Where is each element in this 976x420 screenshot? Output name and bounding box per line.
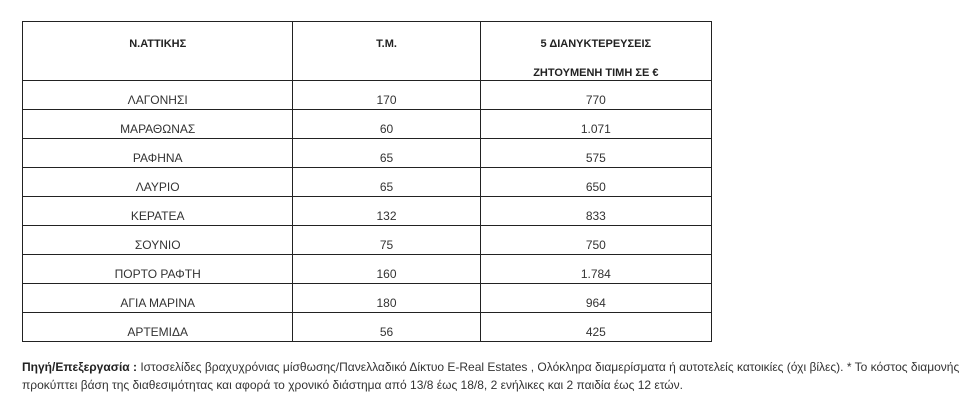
cell-price: 770 bbox=[480, 81, 711, 110]
header-sqm bbox=[293, 22, 480, 81]
cell-price: 425 bbox=[480, 313, 711, 342]
cell-area: ΛΑΓΟΝΗΣΙ bbox=[23, 81, 293, 110]
table-row bbox=[23, 255, 712, 284]
cell-sqm: 56 bbox=[293, 313, 480, 342]
cell-price: 575 bbox=[480, 139, 711, 168]
cell-price: 750 bbox=[480, 226, 711, 255]
cell-area: ΑΓΙΑ ΜΑΡΙΝΑ bbox=[23, 284, 293, 313]
table-row bbox=[23, 313, 712, 342]
cell-area: ΚΕΡΑΤΕΑ bbox=[23, 197, 293, 226]
header-price-line2: ΖΗΤΟΥΜΕΝΗ ΤΙΜΗ ΣΕ € bbox=[533, 67, 659, 79]
header-sqm-label: Τ.Μ. bbox=[376, 38, 397, 50]
header-area-label: Ν.ΑΤΤΙΚΗΣ bbox=[129, 38, 187, 50]
cell-sqm: 132 bbox=[293, 197, 480, 226]
table-row bbox=[23, 81, 712, 110]
cell-sqm: 60 bbox=[293, 110, 480, 139]
table-row bbox=[23, 284, 712, 313]
cell-sqm: 75 bbox=[293, 226, 480, 255]
cell-area: ΜΑΡΑΘΩΝΑΣ bbox=[23, 110, 293, 139]
footnote-text: Ιστοσελίδες βραχυχρόνιας μίσθωσης/Πανελλαδικό Δίκτυο E-Real Estates , Ολόκληρα διαμερίσματα ή αυτοτελείς κατοικίες (όχι βίλες). * Το κόστος διαμονής προκύπτει βάση της διαθεσιμότητας και αφορά το χρονικό διάστημα από 13/8 έως 18/8, 2 ενήλικες και 2 παιδία έως 12 ετών. bbox=[22, 360, 960, 392]
cell-price: 1.071 bbox=[480, 110, 711, 139]
header-price bbox=[480, 22, 711, 81]
cell-area: ΣΟΥΝΙΟ bbox=[23, 226, 293, 255]
cell-sqm: 160 bbox=[293, 255, 480, 284]
header-area bbox=[23, 22, 293, 81]
cell-price: 964 bbox=[480, 284, 711, 313]
table-body bbox=[23, 81, 712, 342]
cell-sqm: 65 bbox=[293, 139, 480, 168]
cell-sqm: 180 bbox=[293, 284, 480, 313]
footnote-label: Πηγή/Επεξεργασία : bbox=[22, 360, 137, 374]
cell-sqm: 170 bbox=[293, 81, 480, 110]
cell-sqm: 65 bbox=[293, 168, 480, 197]
table-row bbox=[23, 226, 712, 255]
cell-area: ΑΡΤΕΜΙΔΑ bbox=[23, 313, 293, 342]
table-row bbox=[23, 168, 712, 197]
cell-price: 650 bbox=[480, 168, 711, 197]
source-footnote bbox=[22, 358, 967, 394]
table-row bbox=[23, 197, 712, 226]
table-row bbox=[23, 110, 712, 139]
cell-area: ΡΑΦΗΝΑ bbox=[23, 139, 293, 168]
cell-price: 1.784 bbox=[480, 255, 711, 284]
header-price-line1: 5 ΔΙΑΝΥΚΤΕΡΕΥΣΕΙΣ bbox=[540, 38, 652, 50]
table-header-row bbox=[23, 22, 712, 81]
table-row bbox=[23, 139, 712, 168]
cell-price: 833 bbox=[480, 197, 711, 226]
rental-price-table bbox=[22, 21, 712, 342]
cell-area: ΠΟΡΤΟ ΡΑΦΤΗ bbox=[23, 255, 293, 284]
cell-area: ΛΑΥΡΙΟ bbox=[23, 168, 293, 197]
